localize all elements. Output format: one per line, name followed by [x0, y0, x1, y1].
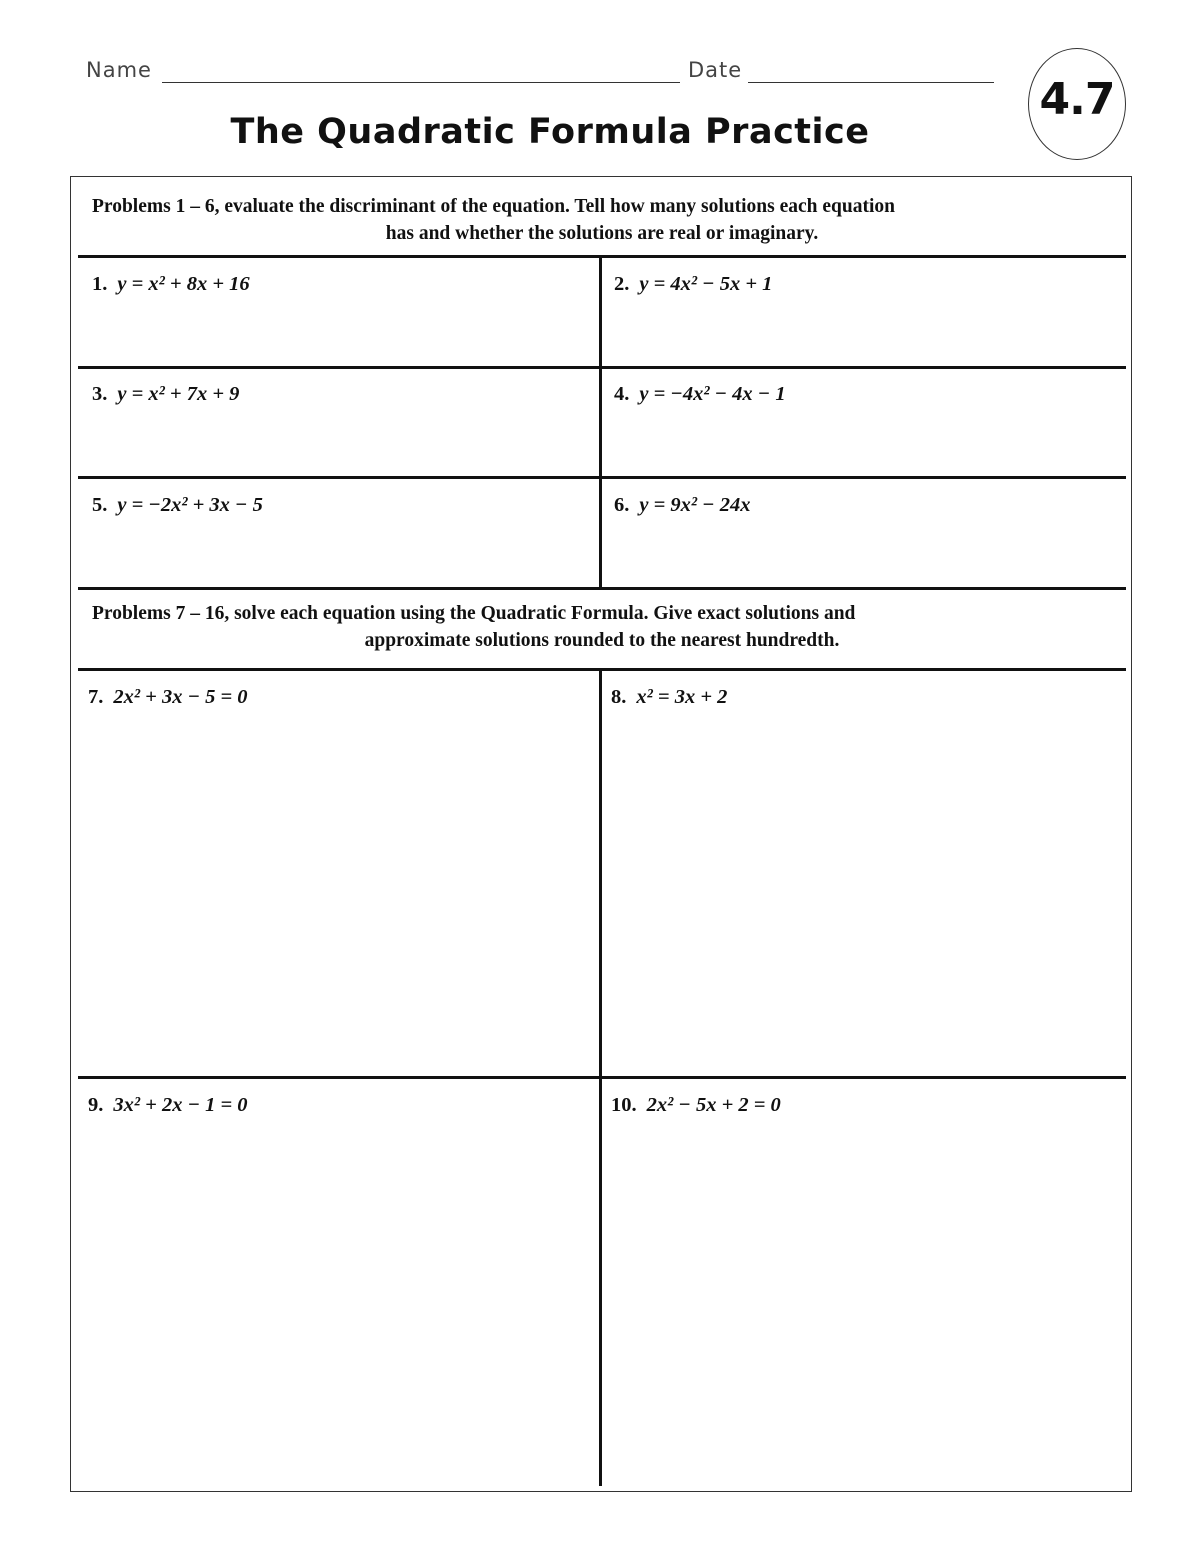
section2-instructions	[78, 600, 1126, 654]
problem-6	[614, 494, 750, 517]
problem-number: 4.	[614, 383, 630, 405]
problem-number: 8.	[611, 686, 627, 708]
problem-10	[611, 1094, 781, 1117]
divider	[78, 255, 1126, 258]
answer-area-8[interactable]	[603, 672, 1125, 1074]
problem-2	[614, 273, 772, 296]
lesson-number: 4.7	[1039, 73, 1115, 125]
problem-equation: y = x² + 8x + 16	[117, 273, 250, 295]
problem-equation: y = 9x² − 24x	[639, 494, 751, 516]
lesson-badge	[1028, 48, 1126, 160]
problem-equation: y = 4x² − 5x + 1	[639, 273, 773, 295]
problem-1	[92, 273, 250, 296]
problem-number: 1.	[92, 273, 108, 295]
date-label: Date	[688, 58, 743, 82]
problem-8	[611, 686, 727, 709]
name-field[interactable]	[162, 82, 680, 83]
problem-number: 7.	[88, 686, 104, 708]
answer-area-10[interactable]	[603, 1080, 1125, 1485]
problem-number: 6.	[614, 494, 630, 516]
problem-equation: y = x² + 7x + 9	[117, 383, 240, 405]
section2-instruction-line2: approximate solutions rounded to the nearest hundredth.	[364, 630, 840, 651]
problem-9	[88, 1094, 248, 1117]
problem-equation: y = −4x² − 4x − 1	[639, 383, 786, 405]
problem-number: 3.	[92, 383, 108, 405]
problem-equation: 2x² + 3x − 5 = 0	[113, 686, 248, 708]
problem-number: 9.	[88, 1094, 104, 1116]
problem-equation: y = −2x² + 3x − 5	[117, 494, 263, 516]
problem-5	[92, 494, 263, 517]
problem-equation: 3x² + 2x − 1 = 0	[113, 1094, 248, 1116]
page-title: The Quadratic Formula Practice	[230, 112, 870, 152]
column-divider	[599, 257, 602, 588]
date-field[interactable]	[748, 82, 994, 83]
problem-number: 10.	[611, 1094, 637, 1116]
problem-4	[614, 383, 786, 406]
answer-area-9[interactable]	[80, 1080, 598, 1485]
problem-3	[92, 383, 239, 406]
section1-instruction-line1: Problems 1 – 6, evaluate the discriminant of the equation. Tell how many solutions each equation	[92, 196, 895, 217]
section1-instruction-line2: has and whether the solutions are real or imaginary.	[385, 223, 819, 244]
divider	[78, 668, 1126, 671]
divider	[78, 1076, 1126, 1079]
problem-equation: 2x² − 5x + 2 = 0	[646, 1094, 781, 1116]
column-divider	[599, 670, 602, 1486]
problem-equation: x² = 3x + 2	[636, 686, 728, 708]
answer-area-7[interactable]	[80, 672, 598, 1074]
section2-instruction-line1: Problems 7 – 16, solve each equation using the Quadratic Formula. Give exact solutions and	[92, 603, 856, 624]
divider	[78, 587, 1126, 590]
name-label: Name	[86, 58, 152, 82]
problem-7	[88, 686, 248, 709]
problem-number: 5.	[92, 494, 108, 516]
problem-number: 2.	[614, 273, 630, 295]
section1-instructions	[78, 193, 1126, 247]
